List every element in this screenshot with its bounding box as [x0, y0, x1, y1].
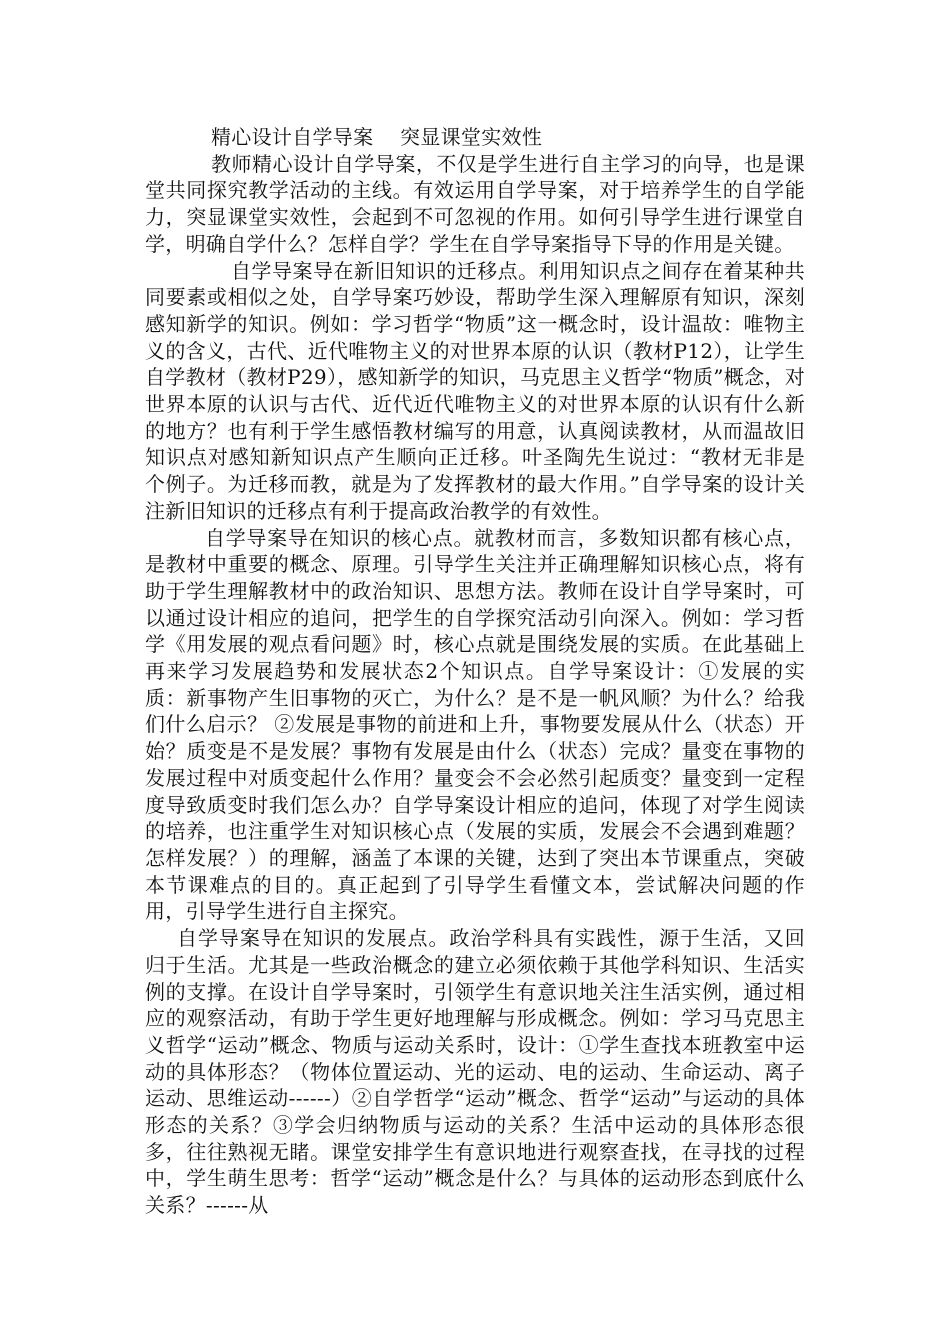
document-title: 精心设计自学导案 突显课堂实效性: [211, 125, 543, 149]
paragraph-development-point: 自学导案导在知识的发展点。政治学科具有实践性，源于生活，又回归于生活。尤其是一些政治概念的建立必须依赖于其他学科知识、生活实例的支撑。在设计自学导案时，引领学生有意识地关注生活实例，通过相应的观察活动，有助于学生更好地理解与形成概念。例如：学习马克思主义哲学“运动”概念、物质与运动关系时，设计：①学生查找本班教室中运动的具体形态？（物体位置运动、光的运动、电的运动、生命运动、离子运动、思维运动------）②自学哲学“运动”概念、哲学“运动”与运动的具体形态的关系？③学会归纳物质与运动的关系？生活中运动的具体形态很多，往往熟视无睹。课堂安排学生有意识地进行观察查找，在寻找的过程中，学生萌生思考：哲学“运动”概念是什么？与具体的运动形态到底什么关系？------从: [145, 926, 805, 1218]
document-body: [145, 124, 805, 1219]
paragraph-transfer-point: 自学导案导在新旧知识的迁移点。利用知识点之间存在着某种共同要素或相似之处，自学导案巧妙设，帮助学生深入理解原有知识，深刻感知新学的知识。例如：学习哲学“物质”这一概念时，设计温故：唯物主义的含义，古代、近代唯物主义的对世界本原的认识（教材P12），让学生自学教材（教材P29），感知新学的知识，马克思主义哲学“物质”概念，对世界本原的认识与古代、近代近代唯物主义的对世界本原的认识有什么新的地方？也有利于学生感悟教材编写的用意，认真阅读教材，从而温故旧知识点对感知新知识点产生顺向正迁移。叶圣陶先生说过：“教材无非是个例子。为迁移而教，就是为了发挥教材的最大作用。”自学导案的设计关注新旧知识的迁移点有利于提高政治教学的有效性。: [145, 258, 805, 523]
paragraph-intro: 教师精心设计自学导案，不仅是学生进行自主学习的向导，也是课堂共同探究教学活动的主线。有效运用自学导案，对于培养学生的自学能力，突显课堂实效性，会起到不可忽视的作用。如何引导学生进行课堂自学，明确自学什么？怎样自学？学生在自学导案指导下导的作用是关键。: [145, 151, 805, 256]
paragraph-core-point: 自学导案导在知识的核心点。就教材而言，多数知识都有核心点，是教材中重要的概念、原理。引导学生关注并正确理解知识核心点，将有助于学生理解教材中的政治知识、思想方法。教师在设计自学导案时，可以通过设计相应的追问，把学生的自学探究活动引向深入。例如：学习哲学《用发展的观点看问题》时，核心点就是围绕发展的实质。在此基础上再来学习发展趋势和发展状态2个知识点。自学导案设计：①发展的实质：新事物产生旧事物的灭亡，为什么？是不是一帆风顺？为什么？给我们什么启示？ ②发展是事物的前进和上升，事物要发展从什么（状态）开始？质变是不是发展？事物有发展是由什么（状态）完成？量变在事物的发展过程中对质变起什么作用？量变会不会必然引起质变？量变到一定程度导致质变时我们怎么办？自学导案设计相应的追问，体现了对学生阅读的培养，也注重学生对知识核心点（发展的实质，发展会不会遇到难题？怎样发展？）的理解，涵盖了本课的关键，达到了突出本节课重点，突破本节课难点的目的。真正起到了引导学生看懂文本，尝试解决问题的作用，引导学生进行自主探究。: [145, 525, 805, 924]
